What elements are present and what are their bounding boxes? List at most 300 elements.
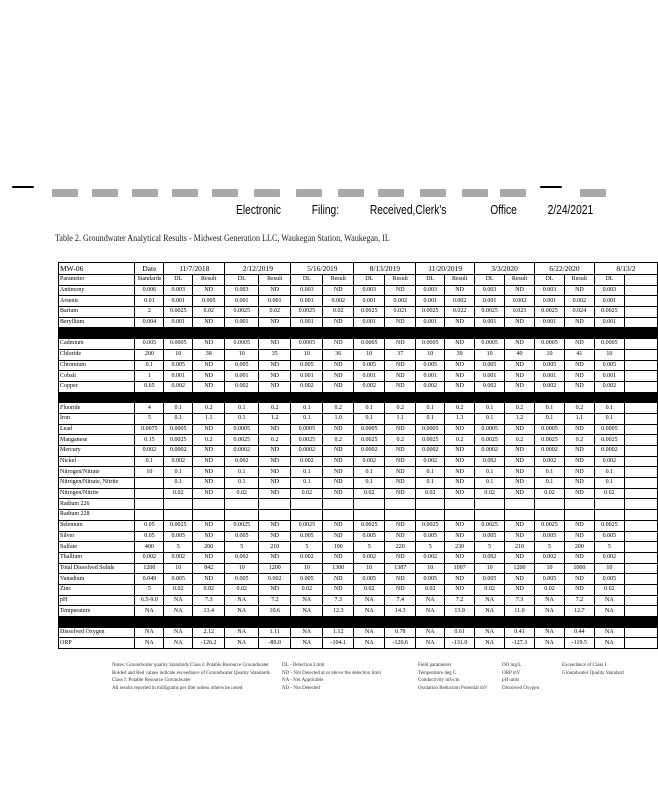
value-cell: 0.0025	[594, 520, 624, 531]
value-cell: NA	[354, 638, 385, 649]
value-cell: ND	[193, 456, 225, 467]
value-cell: 10.6	[259, 606, 291, 617]
value-cell: 0.2	[193, 435, 225, 446]
value-cell: 1.1	[193, 413, 225, 424]
subheader-cell: Standards	[135, 275, 164, 286]
value-cell: 0.001	[225, 296, 259, 307]
value-cell: ND	[193, 552, 225, 563]
value-cell: ND	[445, 531, 475, 542]
stamp-electronic: Electronic	[236, 203, 282, 217]
value-cell: ND	[259, 424, 291, 435]
value-cell	[323, 499, 354, 510]
separator-dash	[132, 189, 158, 197]
value-cell: 0.005	[164, 531, 193, 542]
value-cell: ND	[385, 446, 416, 457]
separator-dash	[462, 189, 488, 197]
parameter-name: Vanadium	[59, 574, 135, 585]
value-cell	[135, 488, 164, 499]
value-cell	[624, 381, 657, 392]
parameter-name: Barium	[59, 307, 135, 318]
value-cell: 0.002	[594, 552, 624, 563]
value-cell: ND	[445, 360, 475, 371]
value-cell: ND	[505, 531, 535, 542]
value-cell: NA	[475, 627, 505, 638]
value-cell: 0.0025	[225, 520, 259, 531]
value-cell: 0.65	[135, 381, 164, 392]
value-cell: 0.15	[135, 435, 164, 446]
value-cell: 1.11	[259, 627, 291, 638]
value-cell: 1200	[259, 563, 291, 574]
value-cell	[416, 617, 445, 628]
value-cell: NA	[594, 595, 624, 606]
value-cell: 0.2	[385, 435, 416, 446]
table-row	[59, 627, 658, 638]
value-cell: 0.003	[354, 285, 385, 296]
value-cell: 0.002	[225, 552, 259, 563]
table-row	[59, 595, 658, 606]
value-cell: ND	[505, 285, 535, 296]
value-cell	[564, 392, 594, 403]
value-cell: ND	[505, 478, 535, 489]
note-line: DL - Detection Limit	[282, 663, 325, 668]
stamp-received: Received,Clerk's	[369, 203, 447, 217]
table-row	[59, 339, 658, 350]
note-line: Exceedance of Class I	[562, 663, 607, 668]
value-cell: 0.0005	[291, 424, 323, 435]
value-cell: ND	[323, 424, 354, 435]
value-cell: 0.2	[385, 403, 416, 414]
value-cell: 0.02	[291, 488, 323, 499]
value-cell: 10	[416, 349, 445, 360]
value-cell: NA	[535, 606, 565, 617]
value-cell: NA	[225, 606, 259, 617]
value-cell: 10	[225, 349, 259, 360]
value-cell	[624, 584, 657, 595]
value-cell: 0.02	[193, 307, 225, 318]
value-cell: 0.002	[535, 381, 565, 392]
value-cell: 0.0005	[475, 424, 505, 435]
value-cell: ND	[505, 339, 535, 350]
value-cell: 0.1	[594, 478, 624, 489]
value-cell	[564, 328, 594, 339]
value-cell: 13.4	[193, 606, 225, 617]
value-cell: ND	[193, 520, 225, 531]
value-cell: 0.001	[416, 296, 445, 307]
value-cell: 0.002	[354, 381, 385, 392]
table-row	[59, 584, 658, 595]
value-cell	[259, 499, 291, 510]
date-col-3: 5/16/2019	[291, 263, 354, 275]
value-cell: ND	[564, 381, 594, 392]
subheader-cell: DL	[164, 275, 193, 286]
value-cell	[385, 499, 416, 510]
value-cell: NA	[475, 606, 505, 617]
value-cell: ND	[505, 371, 535, 382]
date-col-4: 8/13/2019	[354, 263, 416, 275]
value-cell: ND	[385, 552, 416, 563]
value-cell	[475, 510, 505, 521]
parameter-name: Cobalt	[59, 371, 135, 382]
date-col-7: 6/22/2020	[535, 263, 595, 275]
value-cell: NA	[535, 638, 565, 649]
value-cell: 0.1	[535, 478, 565, 489]
value-cell: 0.02	[535, 584, 565, 595]
value-cell	[225, 499, 259, 510]
value-cell: 210	[259, 542, 291, 553]
value-cell: 0.1	[475, 478, 505, 489]
value-cell: 0.001	[164, 371, 193, 382]
table-row	[59, 403, 658, 414]
subheader-cell: DL	[291, 275, 323, 286]
value-cell	[564, 510, 594, 521]
value-cell: 0.0025	[164, 520, 193, 531]
value-cell: 1300	[323, 563, 354, 574]
value-cell: ND	[323, 574, 354, 585]
value-cell: ND	[193, 381, 225, 392]
value-cell: ND	[193, 574, 225, 585]
value-cell: 0.001	[291, 317, 323, 328]
value-cell: 0.001	[354, 296, 385, 307]
notes-column-5	[562, 662, 624, 677]
value-cell	[164, 328, 193, 339]
value-cell	[259, 328, 291, 339]
value-cell: NA	[291, 638, 323, 649]
value-cell: 0.003	[594, 285, 624, 296]
value-cell: 0.1	[416, 413, 445, 424]
value-cell: 0.001	[354, 317, 385, 328]
value-cell: 0.002	[291, 552, 323, 563]
value-cell	[225, 510, 259, 521]
value-cell: ND	[564, 456, 594, 467]
value-cell	[624, 296, 657, 307]
value-cell: -89.0	[259, 638, 291, 649]
value-cell: 0.1	[416, 467, 445, 478]
value-cell: ND	[505, 467, 535, 478]
value-cell: 0.0005	[475, 339, 505, 350]
date-col-1: 11/7/2018	[164, 263, 225, 275]
subheader-cell: Result	[193, 275, 225, 286]
value-cell: ND	[445, 467, 475, 478]
separator-dash	[254, 189, 280, 197]
value-cell	[259, 617, 291, 628]
value-cell: 14.3	[385, 606, 416, 617]
value-cell: 0.0002	[594, 446, 624, 457]
value-cell: 0.002	[225, 456, 259, 467]
subheader-cell: DL	[225, 275, 259, 286]
value-cell: ND	[259, 360, 291, 371]
value-cell: 0.002	[259, 574, 291, 585]
value-cell: 0.0005	[354, 339, 385, 350]
value-cell: ND	[193, 360, 225, 371]
value-cell: 1.1	[564, 413, 594, 424]
value-cell: -127.3	[505, 638, 535, 649]
value-cell: ND	[445, 520, 475, 531]
value-cell: -126.2	[193, 638, 225, 649]
table-row	[59, 510, 658, 521]
value-cell: NA	[535, 595, 565, 606]
value-cell: 0.44	[564, 627, 594, 638]
value-cell: ND	[385, 360, 416, 371]
parameter-name: Conductivity	[59, 617, 135, 628]
value-cell: ND	[505, 520, 535, 531]
value-cell: 0.0005	[164, 424, 193, 435]
value-cell: ND	[193, 467, 225, 478]
stamp-office: Office	[490, 203, 517, 217]
value-cell: 0.0025	[535, 435, 565, 446]
parameter-name: Cyanide	[59, 392, 135, 403]
value-cell: ND	[564, 478, 594, 489]
table-row	[59, 574, 658, 585]
value-cell: ND	[505, 446, 535, 457]
note-line: Field parameters	[418, 663, 452, 668]
value-cell: ND	[323, 552, 354, 563]
value-cell: 2	[135, 307, 164, 318]
value-cell: 38	[193, 349, 225, 360]
value-cell	[354, 328, 385, 339]
value-cell: 0.005	[475, 574, 505, 585]
separator-dash	[500, 189, 526, 197]
value-cell: 0.1	[354, 413, 385, 424]
value-cell: 0.0002	[354, 446, 385, 457]
value-cell: ND	[259, 456, 291, 467]
value-cell: 0.0005	[225, 424, 259, 435]
value-cell: 0.0005	[164, 339, 193, 350]
value-cell: ND	[564, 488, 594, 499]
value-cell: 12.3	[323, 606, 354, 617]
value-cell: 5	[225, 542, 259, 553]
value-cell: 0.02	[225, 584, 259, 595]
value-cell: 0.002	[416, 456, 445, 467]
note-line: Notes: Groundwater quality Standards Class I: Potable Resource Groundwater	[112, 663, 269, 668]
value-cell: ND	[323, 381, 354, 392]
value-cell: ND	[505, 424, 535, 435]
value-cell	[475, 328, 505, 339]
table-row	[59, 520, 658, 531]
table-row	[59, 285, 658, 296]
value-cell	[135, 478, 164, 489]
note-line: Class I: Potable Resource Groundwater	[112, 678, 191, 683]
value-cell: 1.2	[505, 413, 535, 424]
value-cell: ND	[323, 446, 354, 457]
value-cell: ND	[505, 317, 535, 328]
value-cell: 0.0025	[416, 307, 445, 318]
value-cell: 0.2	[323, 435, 354, 446]
value-cell: ND	[385, 456, 416, 467]
value-cell: 0.022	[445, 307, 475, 318]
value-cell: 10	[164, 563, 193, 574]
parameter-name: Fluoride	[59, 403, 135, 414]
value-cell	[354, 617, 385, 628]
value-cell: 0.005	[475, 531, 505, 542]
value-cell: 0.0025	[291, 520, 323, 531]
value-cell: NA	[416, 595, 445, 606]
value-cell: 0.61	[445, 627, 475, 638]
value-cell: 0.1	[164, 478, 193, 489]
value-cell: 0.02	[594, 488, 624, 499]
value-cell	[535, 617, 565, 628]
value-cell: 0.2	[564, 435, 594, 446]
value-cell: 0.02	[291, 584, 323, 595]
value-cell	[193, 499, 225, 510]
note-line: Groundwater Quality Standard	[562, 670, 624, 676]
value-cell: 200	[135, 349, 164, 360]
value-cell: 7.3	[505, 595, 535, 606]
value-cell: 0.0002	[475, 446, 505, 457]
value-cell	[624, 638, 657, 649]
value-cell: NA	[225, 595, 259, 606]
results-grid	[58, 262, 658, 649]
value-cell: 10	[164, 349, 193, 360]
value-cell	[475, 617, 505, 628]
value-cell: 5	[164, 542, 193, 553]
value-cell: ND	[564, 574, 594, 585]
value-cell: NA	[164, 627, 193, 638]
value-cell: ND	[385, 381, 416, 392]
value-cell: 0.001	[225, 371, 259, 382]
value-cell: 0.0025	[535, 520, 565, 531]
parameter-name: Dissolved Oxygen	[59, 627, 135, 638]
value-cell: NA	[594, 606, 624, 617]
value-cell	[445, 617, 475, 628]
value-cell: ND	[193, 446, 225, 457]
value-cell: ND	[564, 467, 594, 478]
table-row	[59, 424, 658, 435]
value-cell	[535, 499, 565, 510]
value-cell: ND	[259, 478, 291, 489]
value-cell: 5	[291, 542, 323, 553]
filing-stamp	[236, 203, 621, 217]
value-cell: 0.005	[416, 360, 445, 371]
value-cell: 0.0002	[535, 446, 565, 457]
value-cell: 0.0075	[135, 424, 164, 435]
value-cell: NA	[164, 638, 193, 649]
value-cell: 0.002	[164, 381, 193, 392]
value-cell	[624, 307, 657, 318]
value-cell: 0.02	[164, 488, 193, 499]
value-cell: ND	[564, 552, 594, 563]
value-cell: NA	[135, 638, 164, 649]
value-cell: 0.1	[135, 456, 164, 467]
value-cell: 0.02	[259, 307, 291, 318]
notes-column-2	[282, 662, 381, 692]
value-cell: ND	[564, 531, 594, 542]
value-cell: 0.005	[594, 360, 624, 371]
table-row	[59, 446, 658, 457]
value-cell: 0.005	[193, 296, 225, 307]
value-cell: 0.005	[416, 574, 445, 585]
value-cell: NA	[416, 606, 445, 617]
value-cell: ND	[445, 339, 475, 350]
value-cell	[475, 392, 505, 403]
value-cell	[594, 499, 624, 510]
value-cell: 0.0025	[354, 435, 385, 446]
value-cell: NA	[225, 638, 259, 649]
value-cell: 0.0025	[416, 435, 445, 446]
value-cell: 0.0002	[291, 446, 323, 457]
value-cell	[624, 510, 657, 521]
value-cell: 0.001	[535, 317, 565, 328]
value-cell: 220	[385, 542, 416, 553]
value-cell: ND	[385, 531, 416, 542]
parameter-name: Manganese	[59, 435, 135, 446]
value-cell: ND	[323, 339, 354, 350]
value-cell: 0.0025	[475, 435, 505, 446]
value-cell	[193, 328, 225, 339]
value-cell: 7.3	[193, 595, 225, 606]
value-cell: ND	[445, 381, 475, 392]
value-cell: 10	[535, 563, 565, 574]
value-cell: 10	[535, 349, 565, 360]
note-line: Conductivity mS/cm	[418, 678, 460, 683]
value-cell	[193, 392, 225, 403]
value-cell	[624, 542, 657, 553]
value-cell: 2.12	[193, 627, 225, 638]
separator-dash	[12, 186, 34, 188]
value-cell: ND	[564, 371, 594, 382]
value-cell	[259, 510, 291, 521]
subheader-cell: Result	[505, 275, 535, 286]
value-cell: 0.001	[416, 317, 445, 328]
value-cell: 11.0	[505, 606, 535, 617]
value-cell: ND	[445, 574, 475, 585]
value-cell: 0.0025	[354, 520, 385, 531]
note-line: All results reported in milligrams per liter unless otherwise noted	[112, 685, 243, 691]
value-cell: ND	[505, 360, 535, 371]
subheader-row	[59, 275, 658, 286]
value-cell: 0.02	[416, 488, 445, 499]
value-cell	[135, 510, 164, 521]
value-cell: 0.002	[505, 296, 535, 307]
subheader-cell: DL	[535, 275, 565, 286]
notes-column-4	[502, 662, 539, 692]
value-cell: 0.0005	[416, 339, 445, 350]
value-cell: ND	[445, 552, 475, 563]
value-cell: ND	[193, 317, 225, 328]
value-cell: ND	[445, 446, 475, 457]
value-cell: 0.0002	[225, 446, 259, 457]
value-cell: ND	[323, 584, 354, 595]
value-cell: 0.0025	[291, 435, 323, 446]
value-cell: 0.1	[475, 403, 505, 414]
value-cell: ND	[564, 446, 594, 457]
value-cell: 0.001	[475, 296, 505, 307]
value-cell	[291, 510, 323, 521]
value-cell: 0.002	[535, 552, 565, 563]
value-cell	[624, 371, 657, 382]
value-cell: ND	[505, 584, 535, 595]
separator-dash	[540, 186, 562, 188]
value-cell: NA	[594, 627, 624, 638]
value-cell: 0.02	[354, 584, 385, 595]
value-cell	[505, 617, 535, 628]
parameter-name: Zinc	[59, 584, 135, 595]
value-cell: 230	[445, 542, 475, 553]
value-cell: ND	[323, 467, 354, 478]
value-cell: 0.005	[535, 574, 565, 585]
parameter-name: Chloride	[59, 349, 135, 360]
value-cell: 0.1	[475, 467, 505, 478]
value-cell: NA	[354, 595, 385, 606]
value-cell: 0.001	[475, 317, 505, 328]
subheader-cell: Result	[323, 275, 354, 286]
value-cell: 7.2	[564, 595, 594, 606]
value-cell: 0.2	[323, 403, 354, 414]
value-cell	[624, 627, 657, 638]
value-cell: 0.001	[416, 371, 445, 382]
value-cell: 0.002	[291, 381, 323, 392]
value-cell: ND	[259, 531, 291, 542]
value-cell	[164, 617, 193, 628]
